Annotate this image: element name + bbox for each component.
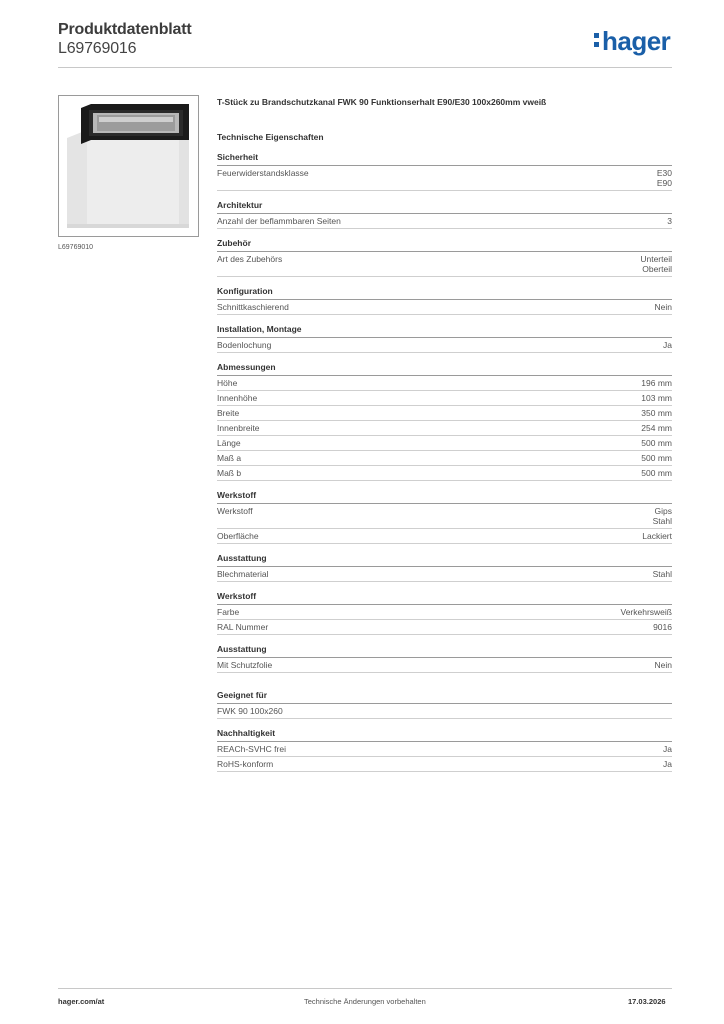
property-values bbox=[667, 216, 672, 226]
tee-piece-illustration bbox=[59, 96, 198, 236]
property-values bbox=[653, 506, 672, 526]
property-values bbox=[641, 393, 672, 403]
property-row bbox=[217, 620, 672, 635]
property-row bbox=[217, 391, 672, 406]
property-values bbox=[641, 408, 672, 418]
property-section bbox=[217, 324, 672, 353]
property-section bbox=[217, 152, 672, 191]
property-row bbox=[217, 529, 672, 544]
section-title: Installation, Montage bbox=[217, 324, 672, 338]
property-value: E30 bbox=[656, 168, 672, 178]
property-label: Farbe bbox=[217, 607, 240, 617]
property-value: 500 mm bbox=[641, 453, 672, 463]
product-image bbox=[58, 95, 199, 237]
property-label: REACh-SVHC frei bbox=[217, 744, 286, 754]
property-label: Bodenlochung bbox=[217, 340, 272, 350]
property-label: Anzahl der beflammbaren Seiten bbox=[217, 216, 341, 226]
property-row bbox=[217, 466, 672, 481]
property-row bbox=[217, 451, 672, 466]
property-row bbox=[217, 605, 672, 620]
property-row bbox=[217, 338, 672, 353]
property-values bbox=[655, 302, 672, 312]
section-title: Werkstoff bbox=[217, 591, 672, 605]
property-value: 500 mm bbox=[641, 438, 672, 448]
property-label: Länge bbox=[217, 438, 241, 448]
property-section bbox=[217, 591, 672, 635]
logo-text: hager bbox=[602, 26, 671, 56]
property-values bbox=[641, 468, 672, 478]
header-title: Produktdatenblatt bbox=[58, 21, 192, 38]
property-value: E90 bbox=[656, 178, 672, 188]
property-value: 350 mm bbox=[641, 408, 672, 418]
property-row bbox=[217, 704, 672, 719]
property-section bbox=[217, 490, 672, 544]
property-label: Art des Zubehörs bbox=[217, 254, 283, 264]
property-label: Innenbreite bbox=[217, 423, 260, 433]
property-values bbox=[641, 453, 672, 463]
property-label: Schnittkaschierend bbox=[217, 302, 289, 312]
property-value: 500 mm bbox=[641, 468, 672, 478]
property-label: Höhe bbox=[217, 378, 238, 388]
property-label: RAL Nummer bbox=[217, 622, 269, 632]
property-value: Ja bbox=[663, 744, 672, 754]
property-row bbox=[217, 421, 672, 436]
section-title: Ausstattung bbox=[217, 553, 672, 567]
property-row bbox=[217, 376, 672, 391]
property-label: Werkstoff bbox=[217, 506, 253, 516]
footer-divider bbox=[58, 988, 672, 989]
section-title: Abmessungen bbox=[217, 362, 672, 376]
property-value: Verkehrsweiß bbox=[620, 607, 672, 617]
property-label: Oberfläche bbox=[217, 531, 259, 541]
property-values bbox=[641, 438, 672, 448]
property-label: Maß b bbox=[217, 468, 242, 478]
property-section bbox=[217, 728, 672, 772]
technical-properties-heading: Technische Eigenschaften bbox=[217, 132, 324, 142]
property-value: 9016 bbox=[653, 622, 672, 632]
section-title: Sicherheit bbox=[217, 152, 672, 166]
property-row bbox=[217, 214, 672, 229]
property-section bbox=[217, 200, 672, 229]
property-values bbox=[641, 378, 672, 388]
section-title: Ausstattung bbox=[217, 644, 672, 658]
footer-disclaimer: Technische Änderungen vorbehalten bbox=[304, 997, 426, 1006]
property-row bbox=[217, 757, 672, 772]
property-value: Stahl bbox=[652, 516, 672, 526]
property-label: Mit Schutzfolie bbox=[217, 660, 273, 670]
property-values bbox=[621, 607, 673, 617]
property-values bbox=[663, 759, 672, 769]
section-title: Nachhaltigkeit bbox=[217, 728, 672, 742]
property-section bbox=[217, 286, 672, 315]
property-value: Nein bbox=[654, 660, 672, 670]
property-sections bbox=[217, 152, 672, 772]
property-values bbox=[657, 168, 672, 188]
property-label: Breite bbox=[217, 408, 240, 418]
property-section bbox=[217, 553, 672, 582]
property-value: 103 mm bbox=[641, 393, 672, 403]
footer-date: 17.03.2026 bbox=[628, 997, 666, 1006]
product-details bbox=[217, 96, 672, 781]
header-divider bbox=[58, 67, 672, 68]
property-values bbox=[663, 744, 672, 754]
product-title: T-Stück zu Brandschutzkanal FWK 90 Funktionserhalt E90/E30 100x260mm vweiß bbox=[217, 97, 547, 107]
property-row bbox=[217, 436, 672, 451]
property-values bbox=[640, 254, 672, 274]
property-row bbox=[217, 252, 672, 277]
property-label: Blechmaterial bbox=[217, 569, 269, 579]
property-value: Nein bbox=[654, 302, 672, 312]
footer-website-link[interactable]: hager.com/at bbox=[58, 997, 105, 1006]
section-title: Konfiguration bbox=[217, 286, 672, 300]
property-row bbox=[217, 166, 672, 191]
product-code: L69769016 bbox=[58, 40, 137, 57]
property-value: Oberteil bbox=[642, 264, 672, 274]
property-values bbox=[642, 531, 672, 541]
property-value: 3 bbox=[667, 216, 672, 226]
section-title: Geeignet für bbox=[217, 690, 672, 704]
image-caption: L69769010 bbox=[58, 244, 94, 251]
property-label: Maß a bbox=[217, 453, 242, 463]
property-value: Gips bbox=[654, 506, 672, 516]
property-values bbox=[663, 340, 672, 350]
property-values bbox=[653, 569, 672, 579]
property-value: Stahl bbox=[652, 569, 672, 579]
property-section bbox=[217, 644, 672, 673]
section-title: Werkstoff bbox=[217, 490, 672, 504]
property-value: 254 mm bbox=[641, 423, 672, 433]
section-title: Zubehör bbox=[217, 238, 672, 252]
property-section bbox=[217, 690, 672, 719]
property-row bbox=[217, 742, 672, 757]
property-row bbox=[217, 658, 672, 673]
property-section bbox=[217, 362, 672, 481]
property-row bbox=[217, 567, 672, 582]
property-value: Lackiert bbox=[642, 531, 672, 541]
hager-logo[interactable] bbox=[594, 26, 670, 56]
property-value: Ja bbox=[663, 759, 672, 769]
property-values bbox=[641, 423, 672, 433]
property-row bbox=[217, 406, 672, 421]
logo-dots-icon bbox=[594, 33, 600, 51]
section-title: Architektur bbox=[217, 200, 672, 214]
property-row bbox=[217, 504, 672, 529]
property-value: Unterteil bbox=[640, 254, 672, 264]
property-values bbox=[653, 622, 672, 632]
property-value: 196 mm bbox=[641, 378, 672, 388]
property-label: RoHS-konform bbox=[217, 759, 274, 769]
property-label: Innenhöhe bbox=[217, 393, 258, 403]
property-label: FWK 90 100x260 bbox=[217, 706, 283, 716]
property-section bbox=[217, 238, 672, 277]
property-label: Feuerwiderstandsklasse bbox=[217, 168, 309, 178]
property-row bbox=[217, 300, 672, 315]
property-values bbox=[655, 660, 672, 670]
property-value: Ja bbox=[663, 340, 672, 350]
